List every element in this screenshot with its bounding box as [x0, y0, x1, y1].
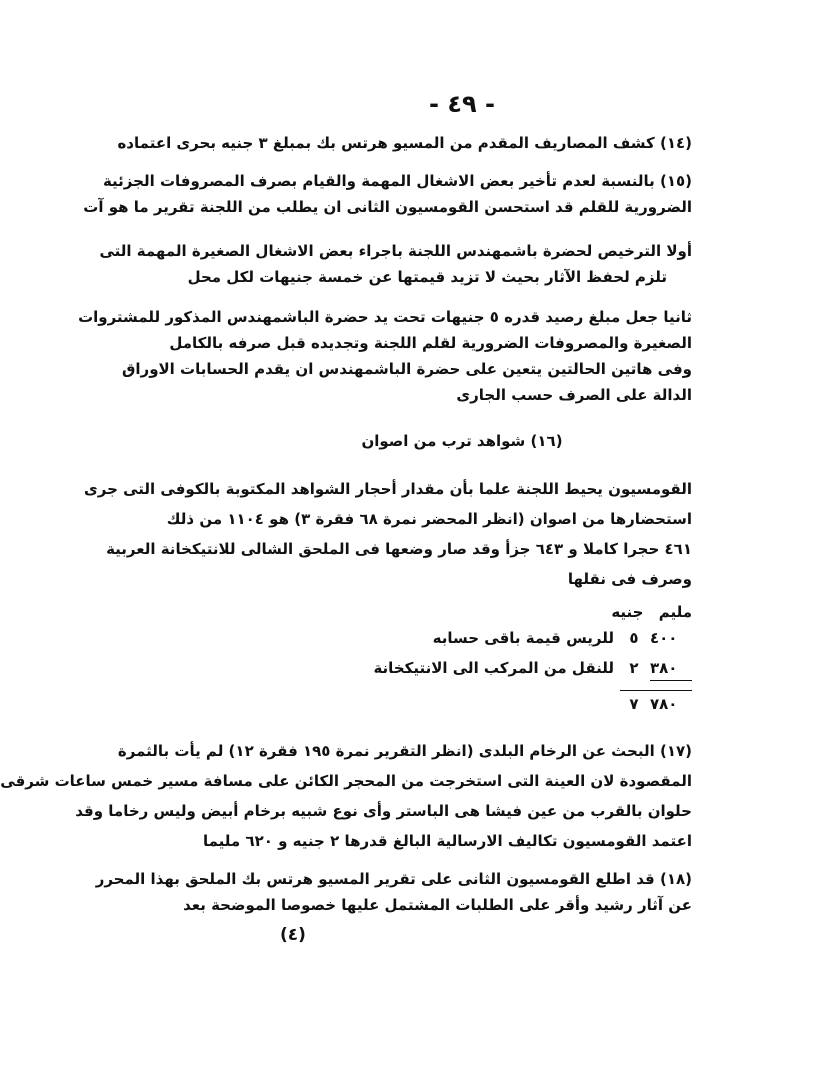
item-first-line-1: أولا الترخيص لحضرة باشمهندس اللجنة باجراء بعض الاشغال الصغيرة المهمة التى [99, 242, 692, 260]
header-pound: جنيه [611, 603, 644, 621]
header-millieme: مليم [658, 603, 692, 621]
section-16-line-2: استحضارها من اصوان (انظر المحضر نمرة ٦٨ فقرة ٣) هو ١١٠٤ من ذلك [166, 510, 692, 528]
account-row [362, 656, 692, 680]
section-16-line-3: ٤٦١ حجرا كاملا و ٦٤٣ جزأ وقد صار وضعها فى الملحق الشالى للانتيكخانة العربية [106, 540, 692, 558]
account-row-millieme: ٣٨٠ [650, 656, 692, 681]
account-row-description: للنقل من المركب الى الانتيكخانة [373, 659, 614, 677]
item-first-line-2: تلزم لحفظ الآثار بحيث لا تزيد قيمتها عن خمسة جنيهات لكل محل [187, 268, 667, 286]
section-17-line-3: حلوان بالقرب من عين فيشا هى الباستر وأى نوع شبيه برخام أبيض وليس رخاما وقد [75, 802, 692, 820]
total-rule [620, 690, 692, 691]
item-second-line-3: وفى هاتين الحالتين يتعين على حضرة الباشمهندس ان يقدم الحسابات الاوراق [122, 360, 692, 378]
section-15-line-2: الضرورية للقلم قد استحسن القومسيون الثانى ان يطلب من اللجنة تقرير ما هو آت [83, 198, 692, 216]
account-row-pound: ٥ [629, 629, 639, 647]
account-row [362, 626, 692, 650]
section-15-line-1: (١٥) بالنسبة لعدم تأخير بعض الاشغال المهمة والقيام بصرف المصروفات الجزئية [102, 172, 692, 190]
item-second-line-2: الصغيرة والمصروفات الضرورية لقلم اللجنة وتجديده قبل صرفه بالكامل [169, 334, 692, 352]
item-second-line-4: الدالة على الصرف حسب الجارى [456, 386, 692, 404]
section-16-line-4: وصرف فى نقلها [567, 570, 692, 588]
section-16-heading: (١٦) شواهد ترب من اصوان [361, 432, 563, 450]
account-row-description: للريس قيمة باقى حسابه [432, 629, 614, 647]
section-17-line-4: اعتمد القومسيون تكاليف الارسالية البالغ قدرها ٢ جنيه و ٦٢٠ مليما [202, 832, 692, 850]
account-row-millieme: ٤٠٠ [650, 629, 678, 647]
total-millieme: ٧٨٠ [650, 695, 678, 713]
section-14-line: (١٤) كشف المصاريف المقدم من المسيو هرتس بك بمبلغ ٣ جنيه بحرى اعتماده [117, 134, 692, 152]
page-number: - ٤٩ - [429, 90, 495, 118]
account-row-pound: ٢ [629, 659, 639, 677]
item-second-line-1: ثانيا جعل مبلغ رصيد قدره ٥ جنيهات تحت يد حضرة الباشمهندس المذكور للمشتروات [78, 308, 692, 326]
account-header [601, 600, 692, 624]
section-16-line-1: القومسيون يحيط اللجنة علما بأن مقدار أحجار الشواهد المكتوبة بالكوفى التى جرى [84, 480, 692, 498]
section-17-line-2: المقصودة لان العينة التى استخرجت من المحجر الكائن على مسافة مسير خمس ساعات شرقى [0, 772, 692, 790]
section-17-line-1: (١٧) البحث عن الرخام البلدى (انظر التقرير نمرة ١٩٥ فقرة ١٢) لم يأت بالثمرة [117, 742, 692, 760]
sheet-mark: (٤) [280, 925, 306, 945]
total-pound: ٧ [629, 695, 639, 713]
section-18-line-1: (١٨) قد اطلع القومسيون الثانى على تقرير المسيو هرتس بك الملحق بهذا المحرر [95, 870, 692, 888]
section-18-line-2: عن آثار رشيد وأقر على الطلبات المشتمل عليها خصوصا الموضحة بعد [183, 896, 692, 914]
